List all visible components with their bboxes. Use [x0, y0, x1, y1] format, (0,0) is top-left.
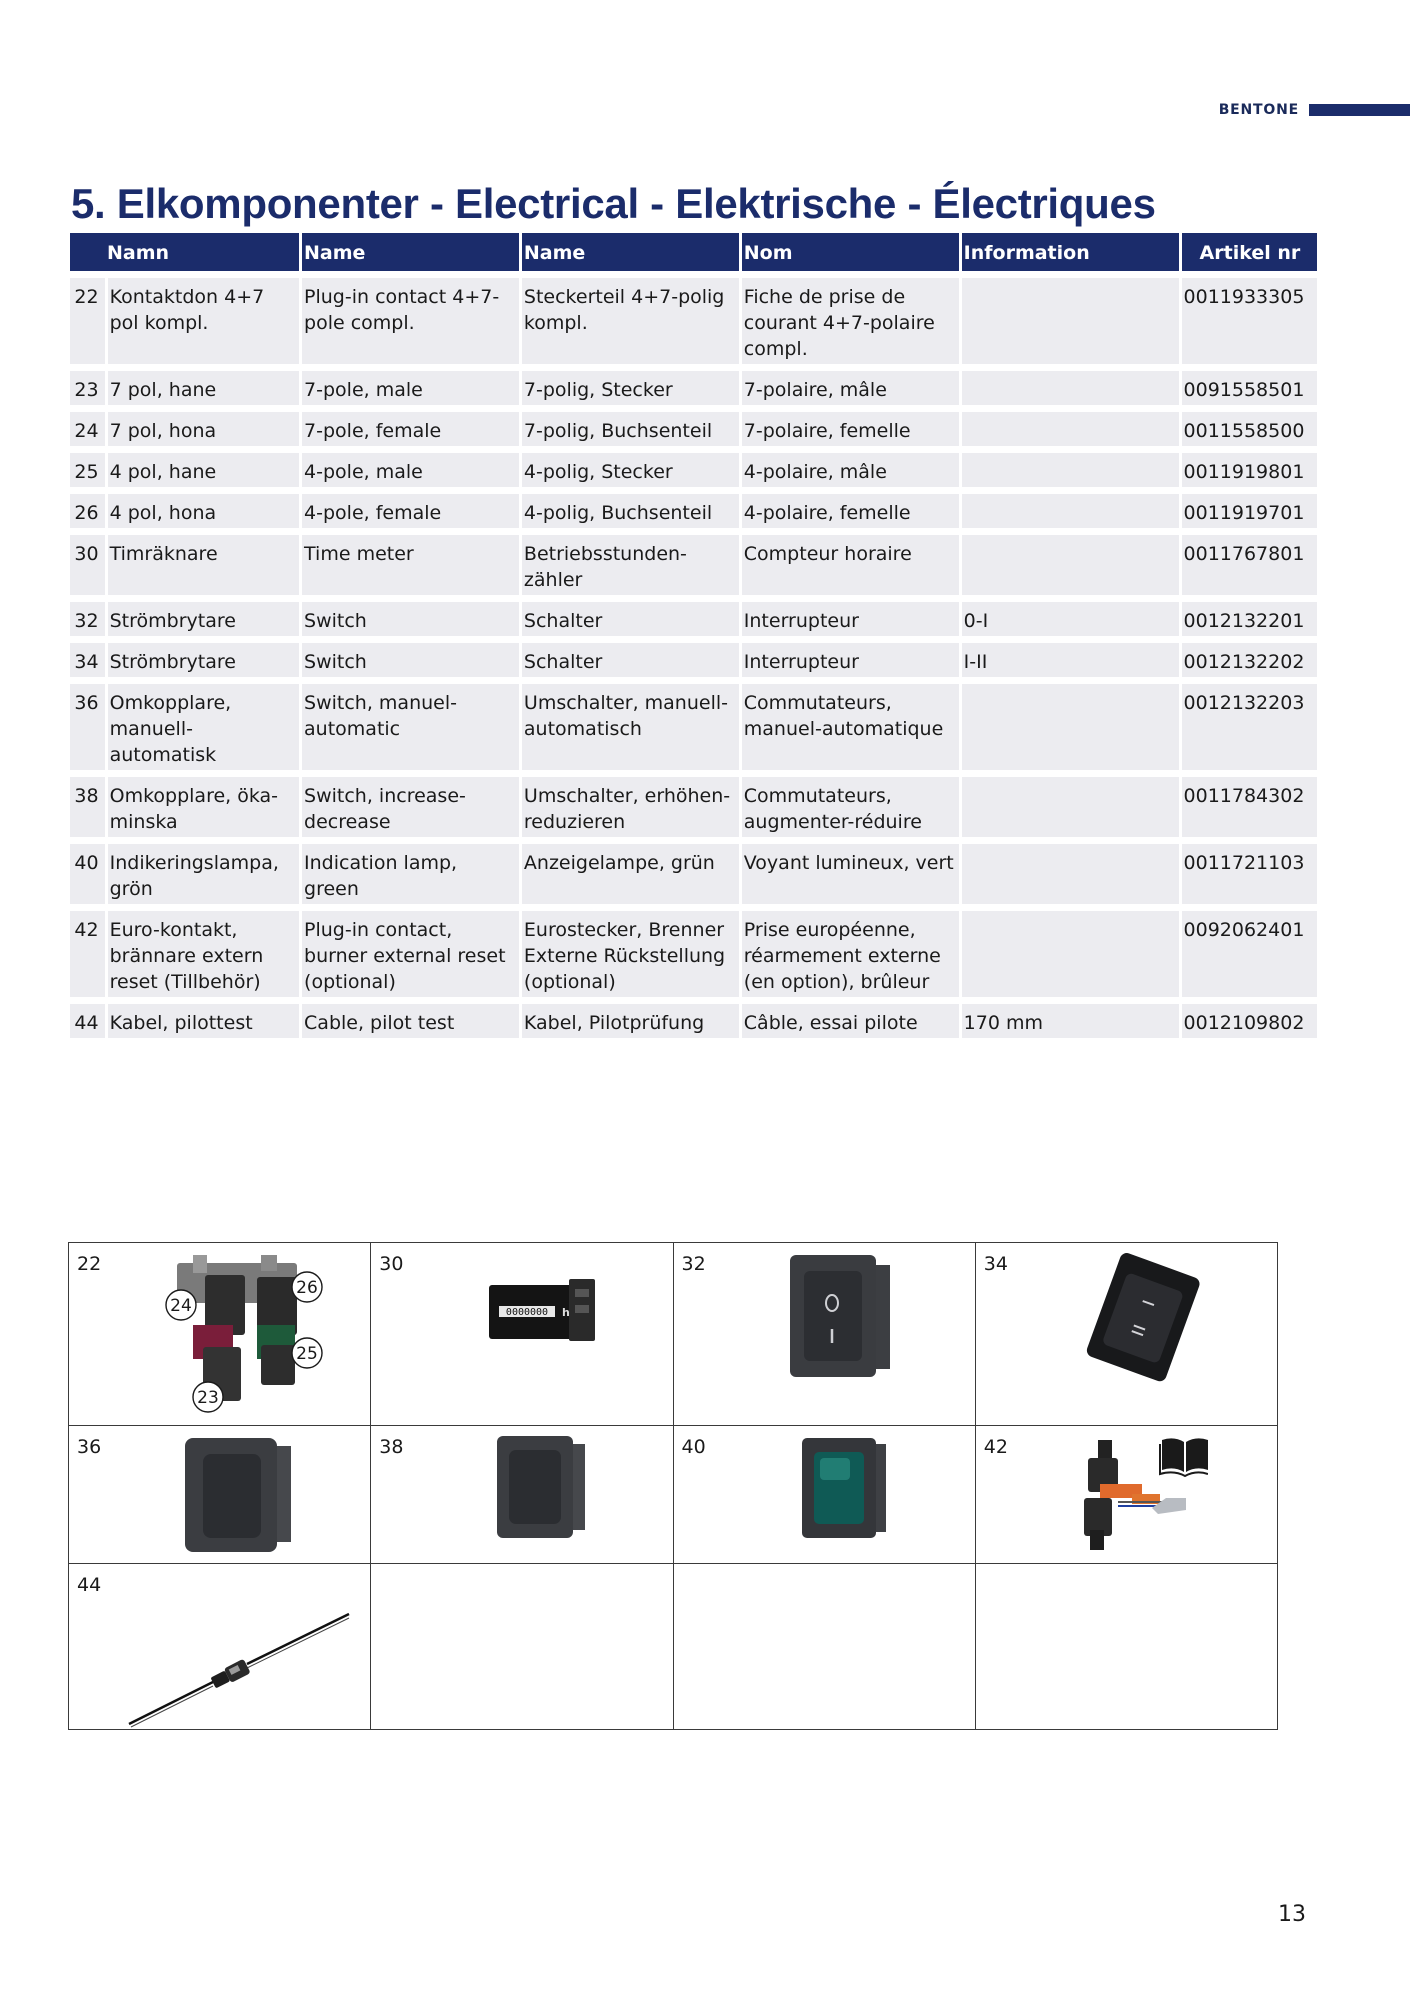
name-de-cell: 7-polig, Buchsenteil	[522, 412, 739, 446]
image-cell-32	[673, 1243, 975, 1426]
image-cell-40	[673, 1426, 975, 1564]
position-cell: 38	[70, 777, 105, 837]
table-row	[70, 453, 1317, 487]
information-cell	[962, 535, 1179, 595]
nom-fr-cell: 7-polaire, femelle	[742, 412, 959, 446]
image-cell-36	[69, 1426, 371, 1564]
position-cell: 26	[70, 494, 105, 528]
name-de-cell: 7-polig, Stecker	[522, 371, 739, 405]
cell-label: 44	[77, 1574, 102, 1596]
nom-fr-cell: Fiche de prise de courant 4+7-polaire compl.	[742, 278, 959, 364]
image-cell-empty	[371, 1564, 673, 1730]
table-row	[70, 412, 1317, 446]
callout-25	[292, 1338, 322, 1368]
svg-text:23: 23	[197, 1388, 219, 1408]
euro-contact-image	[1074, 1432, 1208, 1558]
name-de-cell: Schalter	[522, 602, 739, 636]
information-cell	[962, 371, 1179, 405]
table-row	[70, 602, 1317, 636]
name-en-cell: 7-pole, female	[302, 412, 519, 446]
name-sv-cell: Omkopplare, manuell-automatisk	[108, 684, 299, 770]
pilot-test-cable-image	[127, 1580, 367, 1730]
col-header-namn: Namn	[70, 233, 299, 271]
nom-fr-cell: Câble, essai pilote	[742, 1004, 959, 1038]
information-cell	[962, 911, 1179, 997]
nom-fr-cell: Prise européenne, réarmement externe (en option), brûleur	[742, 911, 959, 997]
name-sv-cell: Timräknare	[108, 535, 299, 595]
information-cell	[962, 684, 1179, 770]
svg-text:26: 26	[296, 1278, 318, 1298]
name-sv-cell: Indikeringslampa, grön	[108, 844, 299, 904]
name-de-cell: Steckerteil 4+7-polig kompl.	[522, 278, 739, 364]
name-de-cell: Betriebsstunden-zähler	[522, 535, 739, 595]
name-en-cell: Indication lamp, green	[302, 844, 519, 904]
name-sv-cell: Strömbrytare	[108, 602, 299, 636]
page-number: 13	[1278, 1902, 1306, 1927]
col-header-nom: Nom	[742, 233, 959, 271]
image-cell-empty	[975, 1564, 1277, 1730]
name-sv-cell: 4 pol, hona	[108, 494, 299, 528]
artikel-nr-cell: 0011721103	[1182, 844, 1317, 904]
artikel-nr-cell: 0012109802	[1182, 1004, 1317, 1038]
artikel-nr-cell: 0012132203	[1182, 684, 1317, 770]
name-en-cell: Switch, manuel-automatic	[302, 684, 519, 770]
name-sv-cell: 4 pol, hane	[108, 453, 299, 487]
callout-23	[193, 1382, 223, 1412]
image-cell-30	[371, 1243, 673, 1426]
artikel-nr-cell: 0012132201	[1182, 602, 1317, 636]
name-de-cell: Schalter	[522, 643, 739, 677]
table-row	[70, 684, 1317, 770]
parts-table	[67, 226, 1320, 1045]
position-cell: 42	[70, 911, 105, 997]
cell-label: 34	[983, 1253, 1008, 1275]
information-cell	[962, 494, 1179, 528]
table-row	[70, 777, 1317, 837]
name-en-cell: Switch, increase-decrease	[302, 777, 519, 837]
table-row	[70, 844, 1317, 904]
name-sv-cell: 7 pol, hane	[108, 371, 299, 405]
nom-fr-cell: 4-polaire, femelle	[742, 494, 959, 528]
name-sv-cell: Euro-kontakt, brännare extern reset (Tillbehör)	[108, 911, 299, 997]
brand-header	[1219, 98, 1410, 122]
position-cell: 40	[70, 844, 105, 904]
position-cell: 32	[70, 602, 105, 636]
nom-fr-cell: Voyant lumineux, vert	[742, 844, 959, 904]
brand-name: BENTONE	[1218, 102, 1299, 118]
page-title: 5. Elkomponenter - Electrical - Elektrische - Électriques	[71, 180, 1156, 227]
information-cell: 170 mm	[962, 1004, 1179, 1038]
artikel-nr-cell: 0011919701	[1182, 494, 1317, 528]
nom-fr-cell: 7-polaire, mâle	[742, 371, 959, 405]
name-en-cell: Time meter	[302, 535, 519, 595]
image-cell-22	[69, 1243, 371, 1426]
image-grid	[68, 1242, 1278, 1730]
information-cell	[962, 844, 1179, 904]
svg-text:0000000: 0000000	[506, 1307, 549, 1318]
information-cell: 0-I	[962, 602, 1179, 636]
name-en-cell: 4-pole, male	[302, 453, 519, 487]
brand-bar	[1309, 104, 1410, 116]
nom-fr-cell: Commutateurs, manuel-automatique	[742, 684, 959, 770]
name-de-cell: Kabel, Pilotprüfung	[522, 1004, 739, 1038]
position-cell: 23	[70, 371, 105, 405]
cell-label: 38	[379, 1436, 404, 1458]
name-sv-cell: Kontaktdon 4+7 pol kompl.	[108, 278, 299, 364]
name-en-cell: Plug-in contact, burner external reset (optional)	[302, 911, 519, 997]
name-en-cell: Plug-in contact 4+7-pole compl.	[302, 278, 519, 364]
nom-fr-cell: Interrupteur	[742, 602, 959, 636]
col-header-artikel-nr: Artikel nr	[1182, 233, 1317, 271]
artikel-nr-cell: 0091558501	[1182, 371, 1317, 405]
col-header-name-de: Name	[522, 233, 739, 271]
artikel-nr-cell: 0092062401	[1182, 911, 1317, 997]
name-de-cell: Anzeigelampe, grün	[522, 844, 739, 904]
position-cell: 25	[70, 453, 105, 487]
table-row	[70, 643, 1317, 677]
artikel-nr-cell: 0011784302	[1182, 777, 1317, 837]
position-cell: 24	[70, 412, 105, 446]
information-cell	[962, 777, 1179, 837]
cell-label: 36	[77, 1436, 102, 1458]
cell-label: 40	[681, 1436, 706, 1458]
table-row	[70, 1004, 1317, 1038]
switch-increase-decrease-image	[493, 1432, 593, 1544]
callout-26	[292, 1272, 322, 1302]
name-sv-cell: 7 pol, hona	[108, 412, 299, 446]
switch-manual-auto-image	[181, 1432, 301, 1558]
information-cell	[962, 278, 1179, 364]
name-en-cell: 7-pole, male	[302, 371, 519, 405]
table-row	[70, 535, 1317, 595]
name-de-cell: 4-polig, Buchsenteil	[522, 494, 739, 528]
svg-text:h: h	[562, 1306, 571, 1319]
svg-text:24: 24	[170, 1296, 192, 1316]
name-de-cell: Umschalter, manuell-automatisch	[522, 684, 739, 770]
image-cell-42	[975, 1426, 1277, 1564]
name-de-cell: 4-polig, Stecker	[522, 453, 739, 487]
image-cell-44	[69, 1564, 371, 1730]
position-cell: 44	[70, 1004, 105, 1038]
cell-label: 32	[681, 1253, 706, 1275]
book-icon	[1160, 1438, 1208, 1476]
name-en-cell: Switch	[302, 643, 519, 677]
svg-text:25: 25	[296, 1344, 318, 1364]
name-en-cell: 4-pole, female	[302, 494, 519, 528]
name-de-cell: Umschalter, erhöhen-reduzieren	[522, 777, 739, 837]
cell-label: 42	[983, 1436, 1008, 1458]
information-cell	[962, 412, 1179, 446]
nom-fr-cell: Compteur horaire	[742, 535, 959, 595]
name-sv-cell: Kabel, pilottest	[108, 1004, 299, 1038]
col-header-information: Information	[962, 233, 1179, 271]
artikel-nr-cell: 0011933305	[1182, 278, 1317, 364]
callout-24	[166, 1290, 196, 1320]
information-cell	[962, 453, 1179, 487]
position-cell: 22	[70, 278, 105, 364]
image-cell-34	[975, 1243, 1277, 1426]
position-cell: 36	[70, 684, 105, 770]
table-row	[70, 371, 1317, 405]
artikel-nr-cell: 0011919801	[1182, 453, 1317, 487]
cell-label: 30	[379, 1253, 404, 1275]
table-row	[70, 911, 1317, 997]
time-meter-image	[483, 1267, 603, 1357]
nom-fr-cell: 4-polaire, mâle	[742, 453, 959, 487]
image-cell-empty	[673, 1564, 975, 1730]
connector-set-image	[157, 1255, 357, 1415]
switch-i-ii-image	[1080, 1251, 1210, 1391]
name-de-cell: Eurostecker, Brenner Externe Rückstellung (optional)	[522, 911, 739, 997]
cell-label: 22	[77, 1253, 102, 1275]
table-header-row	[70, 233, 1317, 271]
artikel-nr-cell: 0011767801	[1182, 535, 1317, 595]
name-en-cell: Cable, pilot test	[302, 1004, 519, 1038]
table-row	[70, 278, 1317, 364]
name-sv-cell: Strömbrytare	[108, 643, 299, 677]
nom-fr-cell: Commutateurs, augmenter-réduire	[742, 777, 959, 837]
col-header-name-en: Name	[302, 233, 519, 271]
name-en-cell: Switch	[302, 602, 519, 636]
artikel-nr-cell: 0011558500	[1182, 412, 1317, 446]
position-cell: 30	[70, 535, 105, 595]
position-cell: 34	[70, 643, 105, 677]
image-cell-38	[371, 1426, 673, 1564]
nom-fr-cell: Interrupteur	[742, 643, 959, 677]
artikel-nr-cell: 0012132202	[1182, 643, 1317, 677]
indication-lamp-green-image	[798, 1434, 894, 1544]
name-sv-cell: Omkopplare, öka-minska	[108, 777, 299, 837]
information-cell: I-II	[962, 643, 1179, 677]
table-row	[70, 494, 1317, 528]
switch-0-i-image	[786, 1251, 896, 1381]
